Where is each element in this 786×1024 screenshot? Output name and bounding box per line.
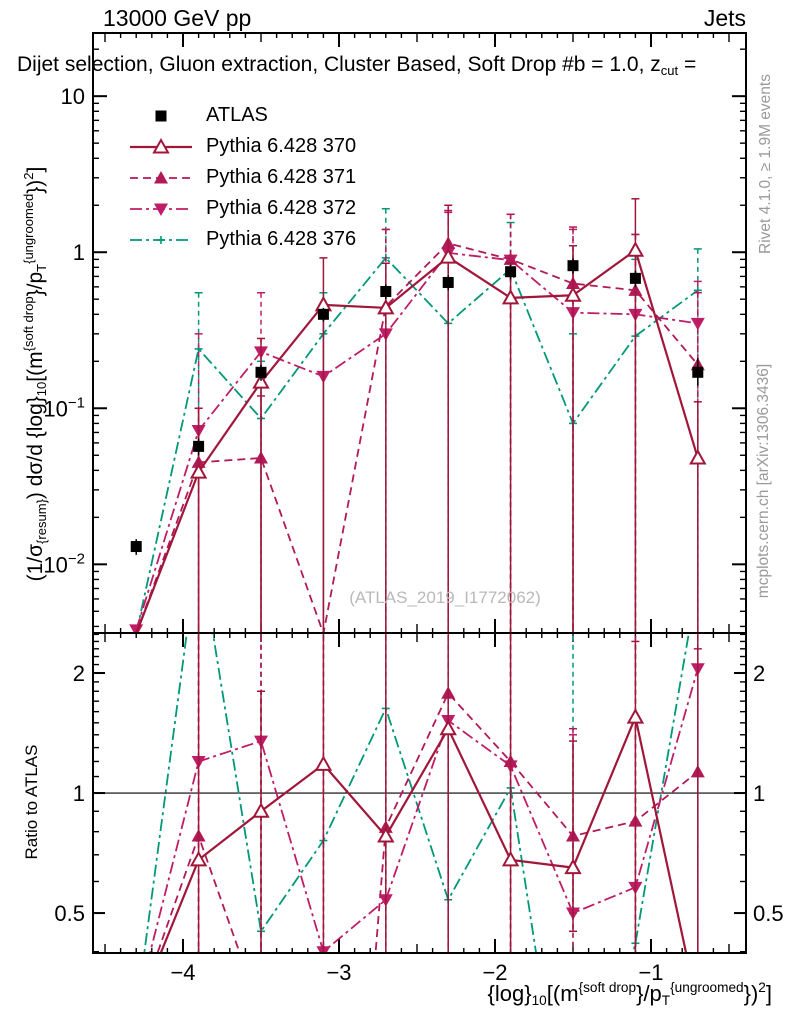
p371-marker-icon	[128, 167, 194, 189]
mcplots-credit-note: mcplots.cern.ch [arXiv:1306.3436]	[755, 363, 772, 599]
legend-label: Pythia 6.428 372	[206, 197, 357, 219]
rivet-version-note: Rivet 4.1.0, ≥ 1.9M events	[757, 74, 774, 254]
svg-text:10−2: $10^{-2}$	[43, 550, 85, 578]
legend-item-atlas	[128, 100, 356, 131]
legend-item-p370	[128, 131, 356, 162]
beam-energy-header: 13000 GeV pp	[103, 5, 252, 31]
svg-text:10: 10	[60, 84, 85, 110]
svg-text:1: 1	[72, 781, 85, 807]
series-p370-main	[136, 199, 705, 768]
legend	[128, 100, 356, 255]
legend-label: Pythia 6.428 370	[206, 135, 357, 157]
p372-marker-icon	[128, 198, 194, 220]
legend-item-p372	[128, 193, 356, 224]
svg-text:2: 2	[72, 661, 85, 687]
svg-text:−1: −1	[638, 960, 664, 985]
legend-label: Pythia 6.428 376	[206, 228, 357, 250]
legend-item-p376	[128, 224, 356, 255]
analysis-watermark: (ATLAS_2019_I1772062)	[349, 588, 541, 607]
ratio-axis-label: Ratio to ATLAS	[22, 744, 41, 860]
process-header: Jets	[703, 5, 746, 31]
svg-text:1: 1	[753, 781, 766, 807]
svg-text:−4: −4	[170, 960, 196, 985]
x-axis-label: $\{\log\}_{10}[(m^{\{soft drop}\}/p_T^{\{ungroomed}\})^2$]	[487, 980, 772, 1008]
svg-text:2: 2	[753, 661, 766, 687]
plot-title: Dijet selection, Gluon extraction, Cluster Based, Soft Drop #b = 1.0, $z_{cut}$ =	[17, 53, 697, 78]
legend-label: ATLAS	[206, 104, 268, 126]
svg-text:0.5: 0.5	[753, 901, 784, 927]
atlas-marker-icon	[128, 105, 194, 127]
svg-text:0.5: 0.5	[54, 901, 85, 927]
svg-text:1: 1	[72, 240, 85, 266]
series-p376-main	[136, 209, 702, 768]
series-p372-main	[129, 212, 705, 767]
p376-marker-icon	[128, 229, 194, 251]
svg-text:−3: −3	[326, 960, 352, 985]
legend-label: Pythia 6.428 371	[206, 166, 357, 188]
legend-item-p371	[128, 162, 356, 193]
svg-text:−2: −2	[482, 960, 508, 985]
p370-marker-icon	[128, 136, 194, 158]
y-axis-label: $(1/\sigma_{\{resum\}})$ dσ/d $\{\log\}_{10}[(m^{\{soft drop}\}/p_T^{\{ungroomed}\})^2$]	[21, 166, 49, 582]
svg-text:10−1: $10^{-1}$	[43, 394, 85, 422]
